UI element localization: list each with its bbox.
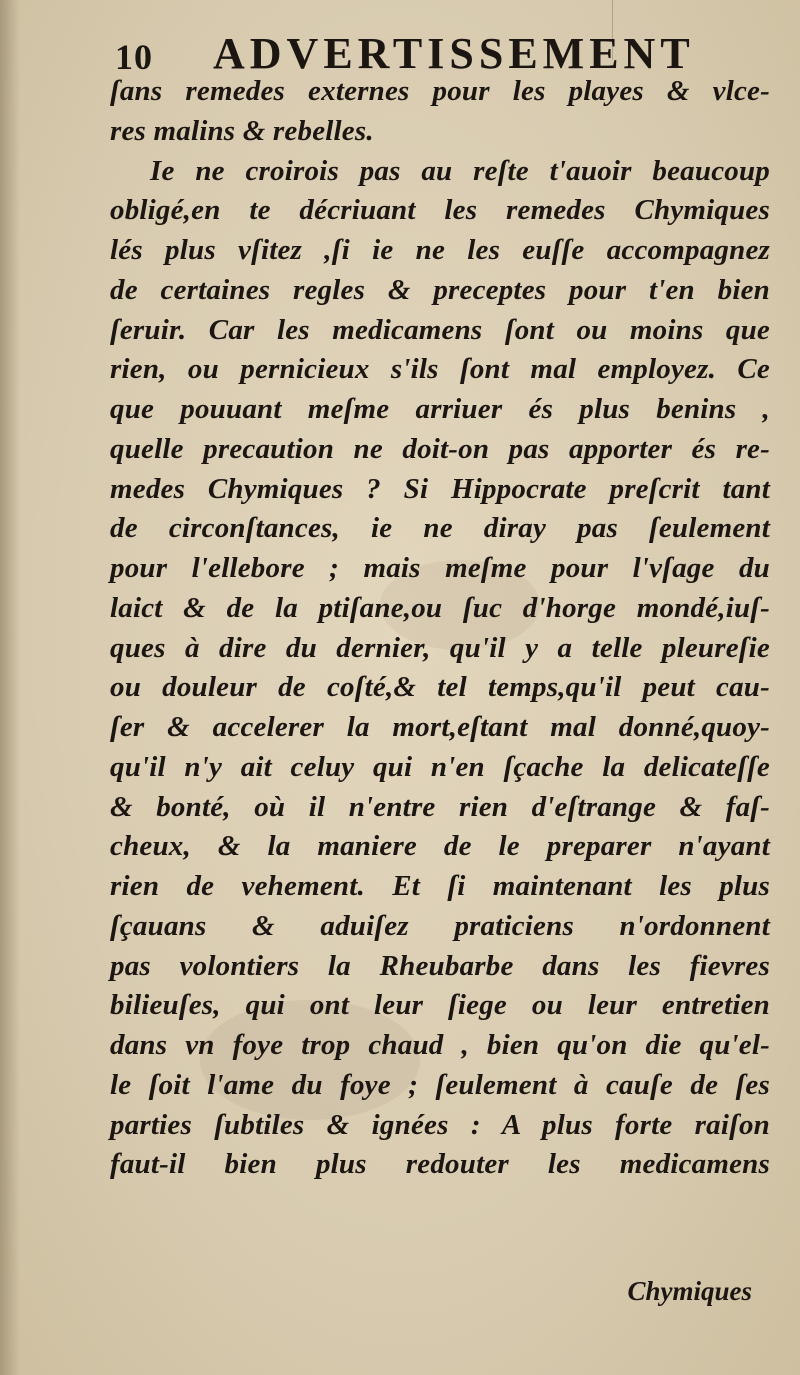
text-line: ſçauans & aduiſez praticiens n'ordonnent — [110, 909, 770, 942]
text-line: que pouuant meſme arriuer és plus benins , — [110, 393, 770, 425]
text-line: dans vn foye trop chaud , bien qu'on die qu'el- — [110, 1029, 770, 1061]
catchword: Chymiques — [627, 1276, 752, 1306]
text-line: laict & de la ptiſane,ou ſuc d'horge mondé,iuſ- — [110, 591, 770, 624]
text-line: bilieuſes, qui ont leur ſiege ou leur entretien — [110, 989, 770, 1022]
text-line: ques à dire du dernier, qu'il y a telle pleureſie — [110, 631, 770, 664]
text-line: ſer & accelerer la mort,eſtant mal donné,quoy- — [110, 711, 770, 743]
text-line: faut-il bien plus redouter les medicamens — [110, 1148, 770, 1181]
page-number: 10 — [115, 37, 153, 77]
text-line: pas volontiers la Rheubarbe dans les fievres — [110, 949, 770, 982]
text-line: medes Chymiques ? Si Hippocrate preſcrit tant — [110, 472, 770, 505]
text-line: res malins & rebelles. — [110, 114, 374, 147]
text-line: qu'il n'y ait celuy qui n'en ſçache la delicateſſe — [110, 750, 770, 783]
text-line: Ie ne croirois pas au reſte t'auoir beaucoup — [150, 154, 770, 187]
text-line: ſeruir. Car les medicamens ſont ou moins que — [110, 313, 770, 346]
text-line: pour l'ellebore ; mais meſme pour l'vſage du — [110, 552, 770, 584]
text-line: de circonſtances, ie ne diray pas ſeulement — [110, 512, 770, 545]
text-line: rien de vehement. Et ſi maintenant les plus — [110, 870, 770, 902]
text-line: rien, ou pernicieux s'ils ſont mal employez. Ce — [110, 353, 770, 386]
text-line: obligé,en te décriuant les remedes Chymiques — [110, 194, 770, 227]
text-line: de certaines regles & preceptes pour t'en bien — [110, 273, 770, 306]
page-gutter-shadow — [0, 0, 20, 1375]
text-line: ou douleur de coſté,& tel temps,qu'il peut cau- — [110, 671, 770, 704]
page-header — [115, 28, 755, 78]
text-line: ſans remedes externes pour les playes & vlce- — [110, 75, 770, 107]
text-line: cheux, & la maniere de le preparer n'ayant — [110, 830, 770, 863]
text-line: & bonté, où il n'entre rien d'eſtrange & faſ- — [110, 790, 770, 823]
text-line: quelle precaution ne doit-on pas apporter és re- — [110, 432, 770, 465]
running-head: ADVERTISSEMENT — [213, 29, 695, 78]
text-line: parties ſubtiles & ignées : A plus forte raiſon — [110, 1108, 770, 1141]
text-line: le ſoit l'ame du foye ; ſeulement à cauſe de ſes — [110, 1068, 770, 1101]
body-text — [110, 72, 770, 1185]
text-line: lés plus vſitez ,ſi ie ne les euſſe accompagnez — [110, 234, 770, 266]
